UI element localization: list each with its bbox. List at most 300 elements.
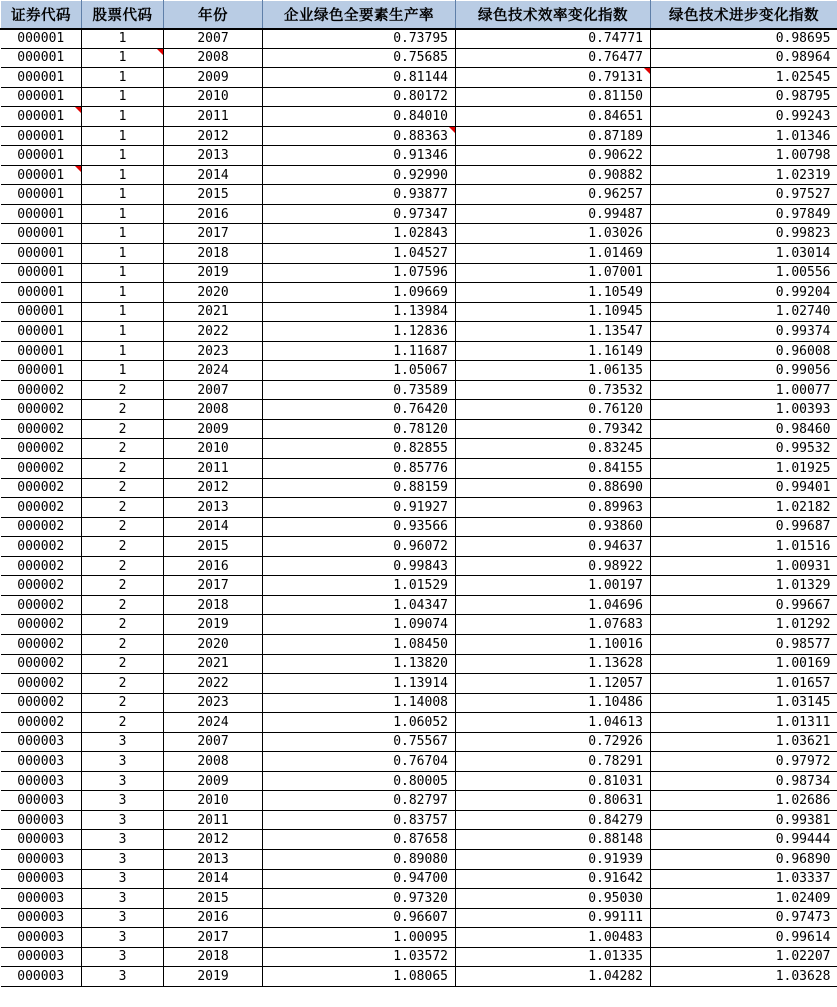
cell-effch[interactable]: 0.90622 xyxy=(456,146,651,166)
cell-gtfp[interactable]: 0.84010 xyxy=(263,107,456,127)
cell-techch[interactable]: 1.00931 xyxy=(651,556,837,576)
cell-stock-code[interactable]: 2 xyxy=(82,576,164,596)
cell-security-code[interactable]: 000002 xyxy=(1,380,82,400)
cell-effch[interactable]: 0.88690 xyxy=(456,478,651,498)
cell-year[interactable]: 2015 xyxy=(164,185,263,205)
cell-security-code[interactable]: 000003 xyxy=(1,849,82,869)
cell-year[interactable]: 2023 xyxy=(164,341,263,361)
cell-stock-code[interactable]: 2 xyxy=(82,517,164,537)
cell-gtfp[interactable]: 1.12836 xyxy=(263,322,456,342)
cell-techch[interactable]: 0.99667 xyxy=(651,595,837,615)
cell-stock-code[interactable]: 1 xyxy=(82,263,164,283)
cell-techch[interactable]: 1.01657 xyxy=(651,674,837,694)
cell-security-code[interactable]: 000001 xyxy=(1,302,82,322)
cell-effch[interactable]: 1.00197 xyxy=(456,576,651,596)
cell-year[interactable]: 2017 xyxy=(164,576,263,596)
cell-gtfp[interactable]: 1.09074 xyxy=(263,615,456,635)
cell-gtfp[interactable]: 0.96072 xyxy=(263,537,456,557)
cell-effch[interactable]: 0.72926 xyxy=(456,732,651,752)
cell-stock-code[interactable]: 3 xyxy=(82,732,164,752)
cell-security-code[interactable]: 000001 xyxy=(1,361,82,381)
cell-year[interactable]: 2011 xyxy=(164,810,263,830)
cell-security-code[interactable]: 000003 xyxy=(1,869,82,889)
column-header-techch[interactable]: 绿色技术进步变化指数 xyxy=(651,1,837,29)
cell-techch[interactable]: 0.99243 xyxy=(651,107,837,127)
cell-effch[interactable]: 1.10549 xyxy=(456,283,651,303)
cell-year[interactable]: 2020 xyxy=(164,634,263,654)
cell-techch[interactable]: 1.01311 xyxy=(651,713,837,733)
cell-effch[interactable]: 0.76477 xyxy=(456,48,651,68)
cell-stock-code[interactable]: 2 xyxy=(82,713,164,733)
cell-security-code[interactable]: 000001 xyxy=(1,185,82,205)
cell-stock-code[interactable]: 2 xyxy=(82,674,164,694)
cell-stock-code[interactable]: 2 xyxy=(82,400,164,420)
cell-effch[interactable]: 1.04696 xyxy=(456,595,651,615)
cell-security-code[interactable]: 000003 xyxy=(1,771,82,791)
cell-effch[interactable]: 1.03026 xyxy=(456,224,651,244)
cell-security-code[interactable]: 000002 xyxy=(1,419,82,439)
cell-gtfp[interactable]: 0.73795 xyxy=(263,29,456,49)
cell-security-code[interactable]: 000002 xyxy=(1,674,82,694)
cell-techch[interactable]: 1.01516 xyxy=(651,537,837,557)
cell-gtfp[interactable]: 1.11687 xyxy=(263,341,456,361)
cell-stock-code[interactable]: 1 xyxy=(82,302,164,322)
cell-techch[interactable]: 0.98964 xyxy=(651,48,837,68)
cell-stock-code[interactable]: 2 xyxy=(82,693,164,713)
cell-stock-code[interactable]: 3 xyxy=(82,967,164,987)
cell-techch[interactable]: 1.00077 xyxy=(651,380,837,400)
cell-stock-code[interactable]: 3 xyxy=(82,810,164,830)
cell-security-code[interactable]: 000003 xyxy=(1,810,82,830)
cell-gtfp[interactable]: 0.92990 xyxy=(263,165,456,185)
cell-stock-code[interactable]: 1 xyxy=(82,185,164,205)
cell-gtfp[interactable]: 1.06052 xyxy=(263,713,456,733)
cell-effch[interactable]: 0.88148 xyxy=(456,830,651,850)
cell-security-code[interactable]: 000003 xyxy=(1,830,82,850)
cell-security-code[interactable]: 000002 xyxy=(1,498,82,518)
cell-security-code[interactable]: 000002 xyxy=(1,478,82,498)
cell-gtfp[interactable]: 0.78120 xyxy=(263,419,456,439)
cell-effch[interactable]: 1.10945 xyxy=(456,302,651,322)
cell-year[interactable]: 2024 xyxy=(164,713,263,733)
cell-year[interactable]: 2012 xyxy=(164,126,263,146)
cell-techch[interactable]: 0.96008 xyxy=(651,341,837,361)
cell-effch[interactable]: 1.06135 xyxy=(456,361,651,381)
cell-security-code[interactable]: 000002 xyxy=(1,459,82,479)
cell-stock-code[interactable]: 2 xyxy=(82,537,164,557)
cell-security-code[interactable]: 000002 xyxy=(1,400,82,420)
cell-year[interactable]: 2023 xyxy=(164,693,263,713)
cell-effch[interactable]: 0.98922 xyxy=(456,556,651,576)
cell-effch[interactable]: 1.10016 xyxy=(456,634,651,654)
cell-security-code[interactable]: 000001 xyxy=(1,146,82,166)
cell-stock-code[interactable]: 1 xyxy=(82,107,164,127)
cell-techch[interactable]: 1.03145 xyxy=(651,693,837,713)
cell-gtfp[interactable]: 1.04347 xyxy=(263,595,456,615)
cell-gtfp[interactable]: 0.80172 xyxy=(263,87,456,107)
cell-gtfp[interactable]: 0.96607 xyxy=(263,908,456,928)
cell-security-code[interactable]: 000001 xyxy=(1,341,82,361)
cell-gtfp[interactable]: 0.83757 xyxy=(263,810,456,830)
cell-gtfp[interactable]: 1.13914 xyxy=(263,674,456,694)
cell-techch[interactable]: 0.98460 xyxy=(651,419,837,439)
cell-techch[interactable]: 0.99401 xyxy=(651,478,837,498)
cell-year[interactable]: 2018 xyxy=(164,244,263,264)
cell-stock-code[interactable]: 3 xyxy=(82,869,164,889)
cell-stock-code[interactable]: 2 xyxy=(82,595,164,615)
cell-gtfp[interactable]: 0.97320 xyxy=(263,889,456,909)
cell-gtfp[interactable]: 0.87658 xyxy=(263,830,456,850)
cell-effch[interactable]: 1.04282 xyxy=(456,967,651,987)
cell-techch[interactable]: 0.99374 xyxy=(651,322,837,342)
cell-effch[interactable]: 0.80631 xyxy=(456,791,651,811)
cell-effch[interactable]: 0.73532 xyxy=(456,380,651,400)
cell-techch[interactable]: 1.02686 xyxy=(651,791,837,811)
cell-stock-code[interactable]: 1 xyxy=(82,126,164,146)
cell-year[interactable]: 2021 xyxy=(164,302,263,322)
cell-techch[interactable]: 0.99823 xyxy=(651,224,837,244)
cell-gtfp[interactable]: 0.93566 xyxy=(263,517,456,537)
column-header-security-code[interactable]: 证券代码 xyxy=(1,1,82,29)
cell-security-code[interactable]: 000001 xyxy=(1,283,82,303)
cell-security-code[interactable]: 000001 xyxy=(1,244,82,264)
cell-security-code[interactable]: 000001 xyxy=(1,126,82,146)
cell-gtfp[interactable]: 0.88159 xyxy=(263,478,456,498)
cell-stock-code[interactable]: 2 xyxy=(82,380,164,400)
cell-techch[interactable]: 0.99381 xyxy=(651,810,837,830)
cell-gtfp[interactable]: 1.13984 xyxy=(263,302,456,322)
cell-effch[interactable]: 0.91642 xyxy=(456,869,651,889)
cell-effch[interactable]: 0.95030 xyxy=(456,889,651,909)
cell-year[interactable]: 2017 xyxy=(164,224,263,244)
cell-stock-code[interactable]: 3 xyxy=(82,752,164,772)
cell-techch[interactable]: 0.99532 xyxy=(651,439,837,459)
cell-gtfp[interactable]: 1.02843 xyxy=(263,224,456,244)
cell-year[interactable]: 2018 xyxy=(164,947,263,967)
cell-security-code[interactable]: 000001 xyxy=(1,224,82,244)
cell-stock-code[interactable]: 3 xyxy=(82,791,164,811)
cell-gtfp[interactable]: 0.75567 xyxy=(263,732,456,752)
cell-gtfp[interactable]: 0.89080 xyxy=(263,849,456,869)
cell-techch[interactable]: 1.00393 xyxy=(651,400,837,420)
cell-techch[interactable]: 0.98795 xyxy=(651,87,837,107)
cell-year[interactable]: 2013 xyxy=(164,146,263,166)
cell-year[interactable]: 2011 xyxy=(164,459,263,479)
cell-gtfp[interactable]: 1.00095 xyxy=(263,928,456,948)
cell-year[interactable]: 2009 xyxy=(164,419,263,439)
cell-stock-code[interactable]: 2 xyxy=(82,615,164,635)
cell-stock-code[interactable]: 2 xyxy=(82,439,164,459)
cell-techch[interactable]: 0.99444 xyxy=(651,830,837,850)
cell-effch[interactable]: 1.10486 xyxy=(456,693,651,713)
cell-year[interactable]: 2015 xyxy=(164,537,263,557)
cell-security-code[interactable]: 000001 xyxy=(1,48,82,68)
cell-security-code[interactable]: 000003 xyxy=(1,732,82,752)
cell-year[interactable]: 2010 xyxy=(164,439,263,459)
cell-stock-code[interactable]: 3 xyxy=(82,771,164,791)
cell-effch[interactable]: 0.93860 xyxy=(456,517,651,537)
cell-effch[interactable]: 1.01335 xyxy=(456,947,651,967)
cell-security-code[interactable]: 000002 xyxy=(1,537,82,557)
cell-stock-code[interactable]: 1 xyxy=(82,361,164,381)
cell-gtfp-with-comment-marker[interactable]: 0.88363 xyxy=(263,126,456,146)
cell-security-code-with-comment-marker[interactable]: 000001 xyxy=(1,107,82,127)
cell-stock-code[interactable]: 3 xyxy=(82,849,164,869)
cell-techch[interactable]: 1.03621 xyxy=(651,732,837,752)
column-header-effch[interactable]: 绿色技术效率变化指数 xyxy=(456,1,651,29)
cell-effch[interactable]: 0.94637 xyxy=(456,537,651,557)
cell-security-code[interactable]: 000001 xyxy=(1,87,82,107)
cell-techch[interactable]: 1.03014 xyxy=(651,244,837,264)
cell-security-code[interactable]: 000002 xyxy=(1,595,82,615)
cell-security-code[interactable]: 000001 xyxy=(1,68,82,88)
cell-techch[interactable]: 1.00169 xyxy=(651,654,837,674)
cell-gtfp[interactable]: 0.97347 xyxy=(263,204,456,224)
cell-security-code[interactable]: 000001 xyxy=(1,263,82,283)
cell-stock-code[interactable]: 3 xyxy=(82,947,164,967)
cell-stock-code[interactable]: 2 xyxy=(82,419,164,439)
cell-stock-code[interactable]: 3 xyxy=(82,889,164,909)
cell-techch[interactable]: 1.02409 xyxy=(651,889,837,909)
cell-gtfp[interactable]: 1.05067 xyxy=(263,361,456,381)
cell-stock-code[interactable]: 3 xyxy=(82,908,164,928)
cell-year[interactable]: 2022 xyxy=(164,674,263,694)
cell-year[interactable]: 2016 xyxy=(164,204,263,224)
cell-effch[interactable]: 0.74771 xyxy=(456,29,651,49)
cell-effch[interactable]: 0.81150 xyxy=(456,87,651,107)
cell-gtfp[interactable]: 0.91927 xyxy=(263,498,456,518)
cell-effch[interactable]: 0.87189 xyxy=(456,126,651,146)
cell-security-code[interactable]: 000002 xyxy=(1,439,82,459)
cell-techch[interactable]: 0.98734 xyxy=(651,771,837,791)
cell-security-code[interactable]: 000002 xyxy=(1,634,82,654)
cell-effch[interactable]: 0.83245 xyxy=(456,439,651,459)
cell-security-code[interactable]: 000003 xyxy=(1,967,82,987)
cell-gtfp[interactable]: 0.94700 xyxy=(263,869,456,889)
cell-techch[interactable]: 1.01292 xyxy=(651,615,837,635)
cell-security-code[interactable]: 000003 xyxy=(1,928,82,948)
cell-techch[interactable]: 0.99204 xyxy=(651,283,837,303)
cell-year[interactable]: 2014 xyxy=(164,517,263,537)
cell-year[interactable]: 2010 xyxy=(164,791,263,811)
cell-stock-code[interactable]: 2 xyxy=(82,498,164,518)
cell-year[interactable]: 2007 xyxy=(164,732,263,752)
cell-effch[interactable]: 1.00483 xyxy=(456,928,651,948)
cell-year[interactable]: 2019 xyxy=(164,263,263,283)
cell-year[interactable]: 2007 xyxy=(164,380,263,400)
cell-stock-code[interactable]: 1 xyxy=(82,322,164,342)
cell-year[interactable]: 2013 xyxy=(164,498,263,518)
cell-year[interactable]: 2011 xyxy=(164,107,263,127)
cell-effch[interactable]: 1.16149 xyxy=(456,341,651,361)
cell-effch[interactable]: 0.91939 xyxy=(456,849,651,869)
cell-stock-code[interactable]: 1 xyxy=(82,283,164,303)
cell-security-code[interactable]: 000003 xyxy=(1,752,82,772)
cell-security-code[interactable]: 000002 xyxy=(1,576,82,596)
cell-year[interactable]: 2012 xyxy=(164,830,263,850)
cell-year[interactable]: 2014 xyxy=(164,869,263,889)
cell-gtfp[interactable]: 1.07596 xyxy=(263,263,456,283)
cell-stock-code[interactable]: 1 xyxy=(82,204,164,224)
cell-gtfp[interactable]: 1.13820 xyxy=(263,654,456,674)
cell-effch[interactable]: 0.84279 xyxy=(456,810,651,830)
cell-gtfp[interactable]: 0.93877 xyxy=(263,185,456,205)
cell-techch[interactable]: 0.97972 xyxy=(651,752,837,772)
cell-techch[interactable]: 1.03337 xyxy=(651,869,837,889)
cell-year[interactable]: 2020 xyxy=(164,283,263,303)
cell-year[interactable]: 2009 xyxy=(164,68,263,88)
cell-gtfp[interactable]: 1.01529 xyxy=(263,576,456,596)
cell-gtfp[interactable]: 1.14008 xyxy=(263,693,456,713)
cell-gtfp[interactable]: 0.75685 xyxy=(263,48,456,68)
cell-effch[interactable]: 1.12057 xyxy=(456,674,651,694)
cell-security-code[interactable]: 000003 xyxy=(1,947,82,967)
cell-techch[interactable]: 0.97473 xyxy=(651,908,837,928)
cell-gtfp[interactable]: 0.80005 xyxy=(263,771,456,791)
cell-techch[interactable]: 1.00798 xyxy=(651,146,837,166)
cell-security-code[interactable]: 000002 xyxy=(1,517,82,537)
cell-effch[interactable]: 0.84651 xyxy=(456,107,651,127)
cell-year[interactable]: 2015 xyxy=(164,889,263,909)
cell-security-code[interactable]: 000002 xyxy=(1,556,82,576)
cell-effch[interactable]: 0.78291 xyxy=(456,752,651,772)
column-header-stock-code[interactable]: 股票代码 xyxy=(82,1,164,29)
cell-effch[interactable]: 0.76120 xyxy=(456,400,651,420)
column-header-year[interactable]: 年份 xyxy=(164,1,263,29)
cell-techch[interactable]: 0.99056 xyxy=(651,361,837,381)
cell-effch-with-comment-marker[interactable]: 0.79131 xyxy=(456,68,651,88)
cell-effch[interactable]: 1.13628 xyxy=(456,654,651,674)
cell-stock-code[interactable]: 1 xyxy=(82,341,164,361)
cell-gtfp[interactable]: 1.09669 xyxy=(263,283,456,303)
cell-effch[interactable]: 0.89963 xyxy=(456,498,651,518)
cell-security-code[interactable]: 000001 xyxy=(1,204,82,224)
cell-effch[interactable]: 1.07001 xyxy=(456,263,651,283)
column-header-gtfp[interactable]: 企业绿色全要素生产率 xyxy=(263,1,456,29)
cell-effch[interactable]: 1.13547 xyxy=(456,322,651,342)
cell-year[interactable]: 2019 xyxy=(164,967,263,987)
cell-techch[interactable]: 1.02207 xyxy=(651,947,837,967)
cell-stock-code[interactable]: 2 xyxy=(82,654,164,674)
cell-effch[interactable]: 0.99487 xyxy=(456,204,651,224)
cell-security-code[interactable]: 000002 xyxy=(1,654,82,674)
cell-year[interactable]: 2018 xyxy=(164,595,263,615)
cell-effch[interactable]: 1.01469 xyxy=(456,244,651,264)
cell-security-code[interactable]: 000003 xyxy=(1,908,82,928)
cell-techch[interactable]: 0.99687 xyxy=(651,517,837,537)
cell-stock-code[interactable]: 3 xyxy=(82,928,164,948)
cell-security-code[interactable]: 000002 xyxy=(1,615,82,635)
cell-stock-code[interactable]: 3 xyxy=(82,830,164,850)
cell-techch[interactable]: 1.01925 xyxy=(651,459,837,479)
cell-stock-code[interactable]: 1 xyxy=(82,165,164,185)
cell-effch[interactable]: 1.04613 xyxy=(456,713,651,733)
cell-techch[interactable]: 1.03628 xyxy=(651,967,837,987)
cell-security-code[interactable]: 000002 xyxy=(1,713,82,733)
cell-year[interactable]: 2024 xyxy=(164,361,263,381)
cell-gtfp[interactable]: 1.04527 xyxy=(263,244,456,264)
cell-stock-code[interactable]: 2 xyxy=(82,556,164,576)
cell-techch[interactable]: 0.96890 xyxy=(651,849,837,869)
cell-year[interactable]: 2021 xyxy=(164,654,263,674)
cell-year[interactable]: 2017 xyxy=(164,928,263,948)
cell-stock-code[interactable]: 1 xyxy=(82,224,164,244)
cell-security-code[interactable]: 000003 xyxy=(1,791,82,811)
cell-techch[interactable]: 1.00556 xyxy=(651,263,837,283)
cell-year[interactable]: 2019 xyxy=(164,615,263,635)
cell-techch[interactable]: 1.02545 xyxy=(651,68,837,88)
cell-effch[interactable]: 0.90882 xyxy=(456,165,651,185)
cell-gtfp[interactable]: 1.08065 xyxy=(263,967,456,987)
cell-year[interactable]: 2008 xyxy=(164,752,263,772)
cell-techch[interactable]: 1.02319 xyxy=(651,165,837,185)
cell-year[interactable]: 2007 xyxy=(164,29,263,49)
cell-year[interactable]: 2008 xyxy=(164,48,263,68)
cell-year[interactable]: 2014 xyxy=(164,165,263,185)
cell-gtfp[interactable]: 0.76704 xyxy=(263,752,456,772)
cell-gtfp[interactable]: 0.76420 xyxy=(263,400,456,420)
cell-stock-code[interactable]: 2 xyxy=(82,634,164,654)
cell-security-code[interactable]: 000001 xyxy=(1,322,82,342)
cell-year[interactable]: 2013 xyxy=(164,849,263,869)
cell-techch[interactable]: 1.02182 xyxy=(651,498,837,518)
cell-stock-code[interactable]: 1 xyxy=(82,29,164,49)
cell-stock-code[interactable]: 2 xyxy=(82,478,164,498)
cell-security-code-with-comment-marker[interactable]: 000001 xyxy=(1,165,82,185)
cell-security-code[interactable]: 000002 xyxy=(1,693,82,713)
cell-year[interactable]: 2012 xyxy=(164,478,263,498)
cell-effch[interactable]: 1.07683 xyxy=(456,615,651,635)
cell-stock-code[interactable]: 1 xyxy=(82,146,164,166)
cell-gtfp[interactable]: 0.91346 xyxy=(263,146,456,166)
cell-effch[interactable]: 0.84155 xyxy=(456,459,651,479)
cell-effch[interactable]: 0.96257 xyxy=(456,185,651,205)
cell-gtfp[interactable]: 1.08450 xyxy=(263,634,456,654)
cell-stock-code[interactable]: 2 xyxy=(82,459,164,479)
cell-techch[interactable]: 0.98695 xyxy=(651,29,837,49)
cell-year[interactable]: 2016 xyxy=(164,908,263,928)
cell-techch[interactable]: 0.97527 xyxy=(651,185,837,205)
cell-stock-code[interactable]: 1 xyxy=(82,244,164,264)
cell-stock-code-with-comment-marker[interactable]: 1 xyxy=(82,48,164,68)
cell-techch[interactable]: 0.97849 xyxy=(651,204,837,224)
cell-effch[interactable]: 0.99111 xyxy=(456,908,651,928)
cell-year[interactable]: 2022 xyxy=(164,322,263,342)
cell-stock-code[interactable]: 1 xyxy=(82,68,164,88)
cell-techch[interactable]: 1.01329 xyxy=(651,576,837,596)
cell-gtfp[interactable]: 0.73589 xyxy=(263,380,456,400)
cell-techch[interactable]: 1.02740 xyxy=(651,302,837,322)
cell-techch[interactable]: 0.98577 xyxy=(651,634,837,654)
cell-gtfp[interactable]: 0.82855 xyxy=(263,439,456,459)
cell-security-code[interactable]: 000003 xyxy=(1,889,82,909)
cell-techch[interactable]: 1.01346 xyxy=(651,126,837,146)
cell-gtfp[interactable]: 0.85776 xyxy=(263,459,456,479)
cell-year[interactable]: 2008 xyxy=(164,400,263,420)
cell-gtfp[interactable]: 0.81144 xyxy=(263,68,456,88)
cell-gtfp[interactable]: 0.82797 xyxy=(263,791,456,811)
cell-stock-code[interactable]: 1 xyxy=(82,87,164,107)
cell-effch[interactable]: 0.81031 xyxy=(456,771,651,791)
cell-techch[interactable]: 0.99614 xyxy=(651,928,837,948)
cell-gtfp[interactable]: 1.03572 xyxy=(263,947,456,967)
cell-year[interactable]: 2010 xyxy=(164,87,263,107)
cell-security-code[interactable]: 000001 xyxy=(1,29,82,49)
cell-year[interactable]: 2009 xyxy=(164,771,263,791)
cell-year[interactable]: 2016 xyxy=(164,556,263,576)
cell-effch[interactable]: 0.79342 xyxy=(456,419,651,439)
cell-gtfp[interactable]: 0.99843 xyxy=(263,556,456,576)
